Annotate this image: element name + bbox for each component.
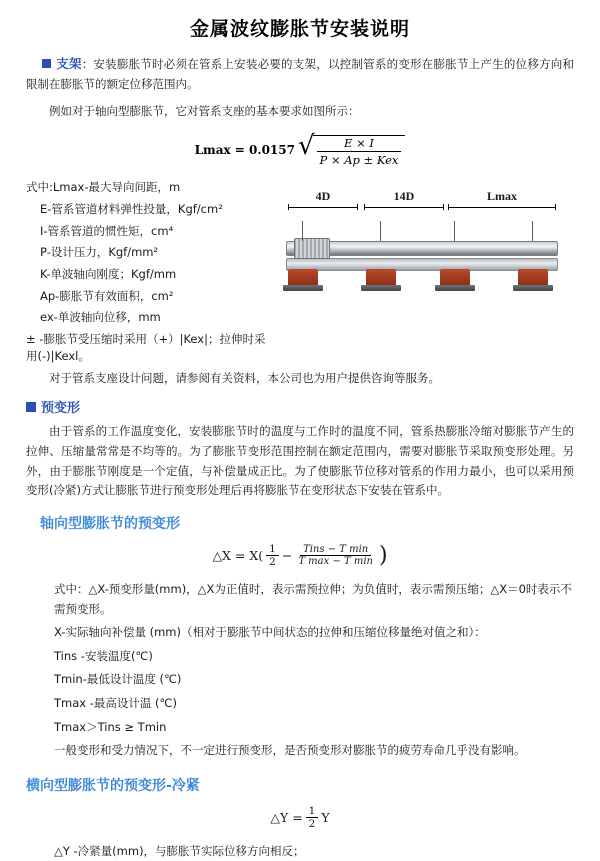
definition-item: 式中:Lmax-最大导向间距，m bbox=[26, 180, 181, 195]
subsection2-heading: 横向型膨胀节的预变形-冷紧 bbox=[26, 777, 200, 794]
section2-paragraph: 由于管系的工作温度变化，安装膨胀节时的温度与工作时的温度不同，管系热膨胀冷缩对膨胀节产生的拉伸、压缩量常常是不均等的。为了膨胀节变形范围控制在额定范围内，需要对膨胀节采取预变形处理。另外，由于膨胀节刚度是一个定值，与补偿量成正比。为了使膨胀节位移对管系的作用力最小，也可以采用预变形(冷紧)方式让膨胀节进行预变形处理后再将膨胀节在变形状态下安装在管系中。 bbox=[26, 424, 574, 498]
axial-note: Tmax -最高设计温 (℃) bbox=[54, 696, 177, 711]
section1-intro-paragraph: 支架：安装膨胀节时必须在管系上安装必要的支架，以控制管系的变形在膨胀节上产生的位移方向和限制在膨胀节的额定位移范围内。 bbox=[26, 56, 574, 91]
section-marker-icon bbox=[42, 59, 51, 68]
hanger-rod bbox=[380, 221, 381, 241]
axial-note: X-实际轴向补偿量 (mm)（相对于膨胀节中间状态的拉伸和压缩位移量绝对值之和）： bbox=[54, 625, 486, 640]
section-marker-icon bbox=[26, 402, 36, 412]
axial-formula-lhs: △X = X( bbox=[212, 548, 264, 564]
axial-note: Tins -安装温度(℃) bbox=[54, 648, 153, 663]
subsection1-heading: 轴向型膨胀节的预变形 bbox=[40, 516, 180, 533]
document-page bbox=[0, 14, 600, 858]
definition-item: ex-单波轴向位移，mm bbox=[40, 310, 161, 325]
support-block bbox=[366, 269, 396, 285]
one-half-fraction: $\frac{1}{2}$ bbox=[306, 805, 319, 830]
definition-item: I-管系管道的惯性矩，cm⁴ bbox=[40, 223, 174, 238]
definition-item: ± -膨胀节受压缩时采用（+）|Kex|；拉伸时采用(-)|Kexl。 bbox=[26, 332, 266, 363]
hanger-rod bbox=[454, 221, 455, 241]
diagram-dimension: 4D bbox=[288, 189, 358, 210]
definitions-and-diagram bbox=[26, 179, 574, 369]
lmax-formula-numerator: E × I bbox=[317, 136, 402, 152]
definition-item: Ap-膨胀节有效面积，cm² bbox=[40, 288, 174, 303]
pipe-illustration bbox=[280, 215, 562, 295]
diagram-dimension: 14D bbox=[364, 189, 444, 210]
support-block bbox=[288, 269, 318, 285]
dimension-bar-icon bbox=[364, 204, 444, 210]
lateral-formula-rhs: Y bbox=[321, 809, 330, 825]
dimension-bar-icon bbox=[448, 204, 556, 210]
axial-note: Tmin-最低设计温度 (℃) bbox=[54, 672, 182, 687]
lateral-formula-lhs: △Y = bbox=[270, 809, 303, 825]
temperature-fraction: Tins − T min T max − T min bbox=[298, 543, 373, 568]
support-diagram bbox=[276, 179, 574, 299]
section1-heading: 支架 bbox=[56, 56, 82, 71]
lateral-coldpull-formula bbox=[26, 805, 574, 830]
definition-item: P-设计压力，Kgf/mm² bbox=[40, 245, 159, 260]
lmax-formula-denominator: P × Ap ± Kex bbox=[319, 153, 399, 168]
section2-heading: 预变形 bbox=[41, 401, 81, 417]
one-half-fraction: 1 2 bbox=[266, 543, 279, 568]
lmax-formula-lhs: Lmax = 0.0157 bbox=[194, 143, 295, 158]
definition-list bbox=[26, 179, 276, 369]
axial-note: 式中：△X-预变形量(mm)，△X为正值时，表示需预拉伸；为负值时，表示需预压缩；△X＝0时表示不需预变形。 bbox=[54, 582, 572, 616]
axial-note: 一般变形和受力情况下，不一定进行预变形，是否预变形对膨胀节的疲劳寿命几乎没有影响。 bbox=[54, 743, 526, 758]
axial-note: Tmax＞Tins ≥ Tmin bbox=[54, 719, 167, 734]
lateral-note: △Y -冷紧量(mm)，与膨胀节实际位移方向相反； bbox=[54, 843, 305, 858]
bellows-icon bbox=[294, 238, 330, 259]
square-root-icon: √ $\frac{E \times I}{\text{P × Ap ± Kex}}$ bbox=[298, 133, 405, 167]
lmax-formula bbox=[26, 131, 574, 169]
section1-intro2: 例如对于轴向型膨胀节，它对管系支座的基本要求如图所示： bbox=[49, 103, 360, 118]
page-title: 金属波纹膨胀节安装说明 bbox=[189, 18, 410, 40]
hanger-rod bbox=[532, 221, 533, 241]
definition-item: E-管系管道材料弹性投量，Kgf/cm² bbox=[40, 201, 223, 216]
dimension-bar-icon bbox=[288, 204, 358, 210]
document-body bbox=[0, 53, 600, 861]
diagram-dimension-row bbox=[280, 189, 562, 215]
diagram-dimension: Lmax bbox=[448, 189, 556, 210]
definition-item: K-单波轴向刚度；Kgf/mm bbox=[40, 266, 177, 281]
section2-heading-row bbox=[26, 397, 574, 416]
section1-intro-text: 安装膨胀节时必须在管系上安装必要的支架，以控制管系的变形在膨胀节上产生的位移方向和限制在膨胀节的额定位移范围内。 bbox=[26, 57, 574, 91]
axial-formula-rparen: ) bbox=[378, 542, 388, 568]
axial-predeform-formula bbox=[26, 543, 574, 568]
axial-formula-minus: − bbox=[281, 548, 293, 564]
hanger-rod bbox=[302, 221, 303, 241]
section1-closing: 对于管系支座设计问题，请参阅有关资料，本公司也为用户提供咨询等服务。 bbox=[49, 371, 440, 386]
support-block bbox=[518, 269, 548, 285]
support-block bbox=[440, 269, 470, 285]
